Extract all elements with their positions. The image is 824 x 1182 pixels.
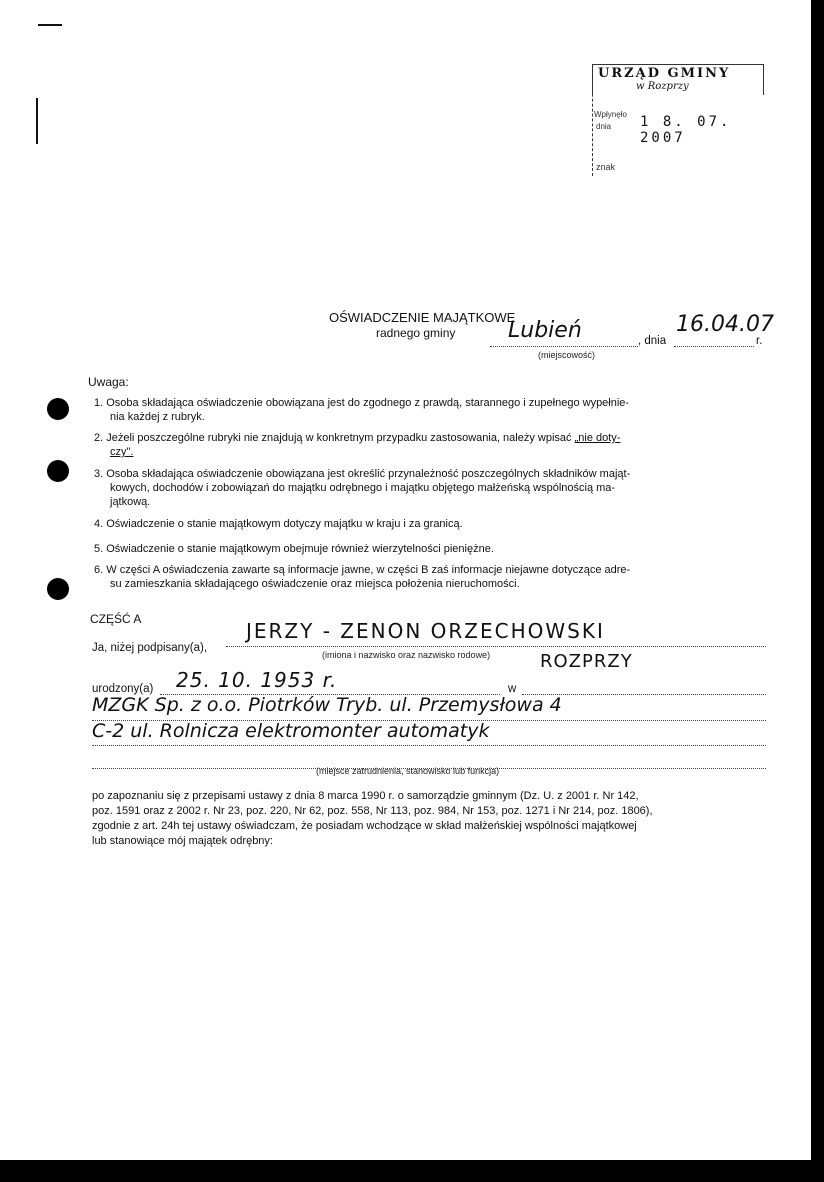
stamp-date: 1 8. 07. 2007: [640, 114, 732, 146]
document-title: OŚWIADCZENIE MAJĄTKOWE: [329, 310, 516, 325]
birth-date-handwritten: 25. 10. 1953 r.: [176, 668, 338, 692]
note-text: Oświadczenie o stanie majątkowym obejmuje również wierzytelności pieniężne.: [106, 543, 494, 555]
receipt-stamp: [592, 64, 762, 176]
declaration-line: zgodnie z art. 24h tej ustawy oświadczam, że posiadam wchodzące w skład małżeńskiej wspólności majątkowej: [92, 820, 637, 832]
declaration-line: poz. 1591 oraz z 2002 r. Nr 23, poz. 220, Nr 62, poz. 558, Nr 113, poz. 984, Nr 153, poz. 1271 i Nr 214, poz. 1806),: [92, 805, 653, 817]
note-text: nia każdej z rubryk.: [110, 411, 205, 423]
place-handwritten: Lubień: [508, 318, 582, 343]
stamp-ref-label: znak: [596, 162, 616, 172]
note-5: [94, 542, 494, 556]
employment-caption: (miejsce zatrudnienia, stanowisko lub funkcja): [316, 766, 500, 776]
stamp-received-label: Wpłynęło: [594, 110, 627, 119]
signed-label: Ja, niżej podpisany(a),: [92, 642, 208, 654]
note-4: [94, 517, 463, 531]
note-number: 4.: [94, 518, 104, 530]
note-quote: „nie doty-: [574, 432, 621, 444]
note-text: kowych, dochodów i zobowiązań do majątku odrębnego i majątku objętego małżeńską wspólnością ma-: [110, 482, 616, 494]
note-number: 6.: [94, 564, 104, 576]
note-text: Osoba składająca oświadczenie obowiązana jest do zgodnego z prawdą, starannego i zupełnego wypełnie-: [106, 397, 630, 409]
place-caption: (miejscowość): [538, 350, 596, 360]
note-number: 1.: [94, 397, 104, 409]
note-number: 5.: [94, 543, 104, 555]
declaration-line: po zapoznaniu się z przepisami ustawy z dnia 8 marca 1990 r. o samorządzie gminnym (Dz. U. z 2001 r. Nr 142,: [92, 790, 639, 802]
employment-line-2: [92, 745, 766, 746]
birth-place-handwritten: ROZPRZY: [540, 651, 633, 672]
declaration-line: lub stanowiące mój majątek odrębny:: [92, 835, 273, 847]
declaration-paragraph: [92, 789, 653, 849]
stamp-frame-left: [592, 64, 593, 176]
born-label: urodzony(a): [92, 683, 154, 695]
note-text: Jeżeli poszczególne rubryki nie znajdują w konkretnym przypadku zastosowania, należy wpisać: [106, 432, 575, 444]
stamp-location: w Rozprzy: [636, 81, 689, 92]
year-suffix: r.: [756, 335, 763, 347]
day-prefix: , dnia: [638, 335, 667, 347]
part-a-heading: CZĘŚĆ A: [90, 612, 142, 626]
note-text: jątkową.: [110, 496, 151, 508]
punch-hole-middle: [47, 460, 69, 482]
note-3: [94, 467, 630, 509]
employment-handwritten-1: MZGK Sp. z o.o. Piotrków Tryb. ul. Przemysłowa 4: [92, 694, 562, 716]
scan-border-bottom: [0, 1160, 824, 1182]
document-subtitle: radnego gminy: [376, 326, 456, 340]
in-label: w: [508, 683, 517, 695]
name-handwritten: JERZY - ZENON ORZECHOWSKI: [246, 619, 605, 643]
note-1: [94, 396, 629, 424]
stamp-day-label: dnia: [596, 122, 612, 131]
notes-heading: Uwaga:: [88, 375, 129, 389]
scan-mark-top: [38, 24, 62, 26]
note-number: 3.: [94, 468, 104, 480]
note-text: czy".: [110, 446, 134, 458]
date-line: [674, 346, 754, 347]
note-text: Osoba składająca oświadczenie obowiązana jest określić przynależność poszczególnych składników mająt-: [106, 468, 631, 480]
note-number: 2.: [94, 432, 104, 444]
name-line: [226, 646, 766, 647]
place-line: [490, 346, 638, 347]
scan-border-right: [811, 0, 824, 1182]
stamp-office: URZĄD GMINY: [598, 66, 731, 81]
punch-hole-bottom: [47, 578, 69, 600]
note-text: Oświadczenie o stanie majątkowym dotyczy majątku w kraju i za granicą.: [106, 518, 463, 530]
name-caption: (imiona i nazwisko oraz nazwisko rodowe): [322, 650, 491, 660]
scan-mark-left: [36, 98, 38, 144]
punch-hole-top: [47, 398, 69, 420]
note-2: [94, 431, 620, 459]
note-6: [94, 563, 630, 591]
note-text: W części A oświadczenia zawarte są informacje jawne, w części B zaś informacje niejawne dotyczące adre-: [106, 564, 631, 576]
employment-handwritten-2: C-2 ul. Rolnicza elektromonter automatyk: [92, 720, 490, 742]
date-handwritten: 16.04.07: [676, 312, 774, 337]
note-text: su zamieszkania składającego oświadczenie oraz miejsca położenia nieruchomości.: [110, 578, 520, 590]
